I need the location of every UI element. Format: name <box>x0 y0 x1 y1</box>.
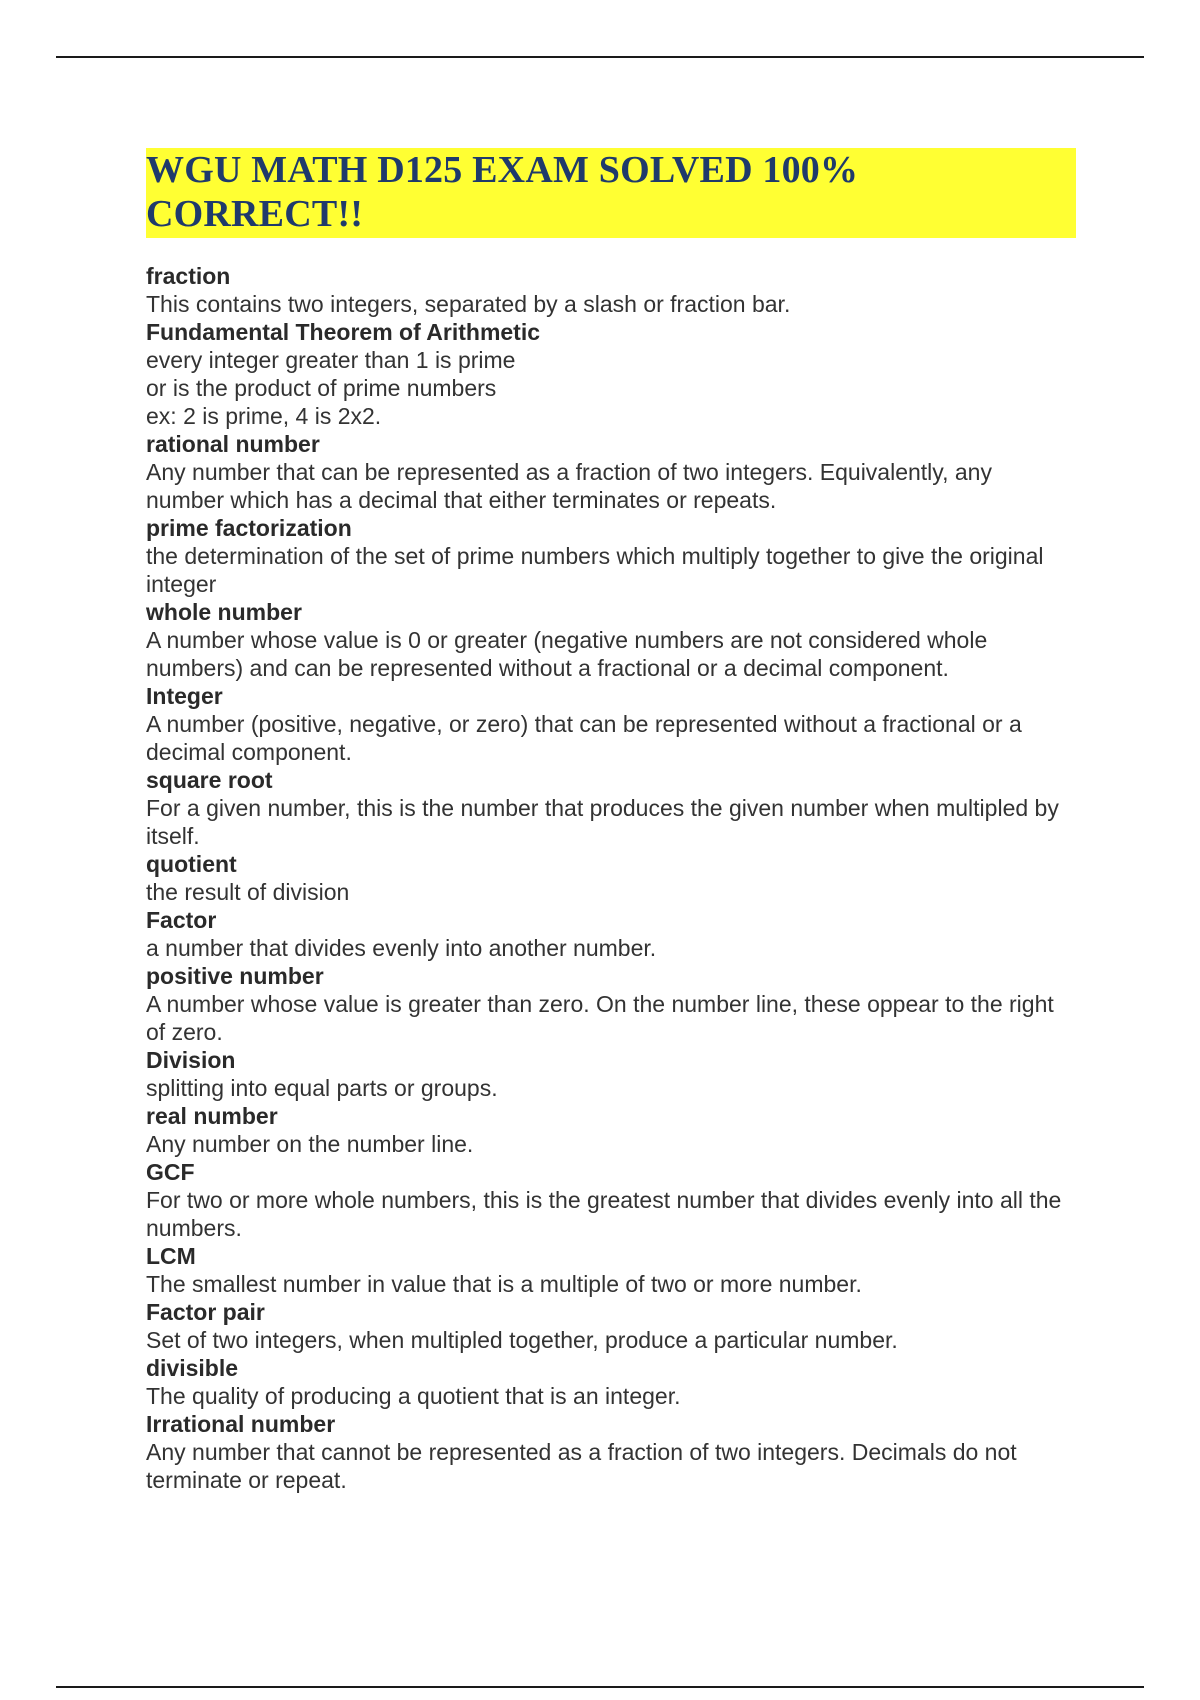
glossary-term: prime factorization <box>146 515 352 541</box>
glossary-term: divisible <box>146 1355 239 1381</box>
glossary-entry <box>146 514 1076 598</box>
glossary-definition: the result of division <box>146 879 350 905</box>
glossary-definition: The smallest number in value that is a multiple of two or more number. <box>146 1271 862 1297</box>
glossary-entry <box>146 962 1076 1046</box>
glossary-entry <box>146 1242 1076 1298</box>
glossary-definition: A number whose value is greater than zero. On the number line, these oppear to the right of zero. <box>146 991 1054 1045</box>
glossary-entry <box>146 766 1076 850</box>
glossary-definition: every integer greater than 1 is prime or is the product of prime numbers ex: 2 is prime, 4 is 2x2. <box>146 347 516 429</box>
glossary-definition: Set of two integers, when multipled together, produce a particular number. <box>146 1327 898 1353</box>
glossary-entry <box>146 262 1076 318</box>
glossary-term: square root <box>146 767 273 793</box>
glossary-entry <box>146 1410 1076 1494</box>
glossary-term: Fundamental Theorem of Arithmetic <box>146 319 541 345</box>
glossary-term: Division <box>146 1047 236 1073</box>
glossary-entry <box>146 850 1076 906</box>
glossary-entry <box>146 430 1076 514</box>
glossary-entry <box>146 1102 1076 1158</box>
glossary-list <box>146 262 1076 1494</box>
glossary-definition: Any number that can be represented as a fraction of two integers. Equivalently, any number which has a decimal that either terminates or repeats. <box>146 459 992 513</box>
document-body <box>146 148 1076 1494</box>
glossary-entry <box>146 1046 1076 1102</box>
footer-rule <box>56 1686 1144 1688</box>
glossary-definition: The quality of producing a quotient that is an integer. <box>146 1383 681 1409</box>
glossary-entry <box>146 598 1076 682</box>
glossary-term: positive number <box>146 963 324 989</box>
glossary-definition: For two or more whole numbers, this is the greatest number that divides evenly into all the numbers. <box>146 1187 1062 1241</box>
glossary-definition: For a given number, this is the number that produces the given number when multipled by itself. <box>146 795 1059 849</box>
glossary-definition: A number (positive, negative, or zero) that can be represented without a fractional or a decimal component. <box>146 711 1022 765</box>
glossary-definition: splitting into equal parts or groups. <box>146 1075 498 1101</box>
glossary-term: GCF <box>146 1159 195 1185</box>
glossary-term: Irrational number <box>146 1411 336 1437</box>
header-rule <box>56 56 1144 58</box>
glossary-term: fraction <box>146 263 231 289</box>
glossary-definition: a number that divides evenly into another number. <box>146 935 657 961</box>
glossary-definition: the determination of the set of prime numbers which multiply together to give the original integer <box>146 543 1044 597</box>
glossary-term: real number <box>146 1103 278 1129</box>
glossary-definition: This contains two integers, separated by a slash or fraction bar. <box>146 291 791 317</box>
glossary-term: Factor pair <box>146 1299 265 1325</box>
glossary-term: quotient <box>146 851 237 877</box>
glossary-entry <box>146 906 1076 962</box>
glossary-entry <box>146 1158 1076 1242</box>
glossary-term: whole number <box>146 599 302 625</box>
page-title: WGU MATH D125 EXAM SOLVED 100% CORRECT!! <box>146 148 1076 238</box>
glossary-entry <box>146 1298 1076 1354</box>
glossary-term: Integer <box>146 683 223 709</box>
glossary-definition: Any number that cannot be represented as a fraction of two integers. Decimals do not terminate or repeat. <box>146 1439 1017 1493</box>
glossary-entry <box>146 318 1076 430</box>
glossary-entry <box>146 682 1076 766</box>
glossary-term: Factor <box>146 907 217 933</box>
glossary-definition: A number whose value is 0 or greater (negative numbers are not considered whole numbers) and can be represented without a fractional or a decimal component. <box>146 627 988 681</box>
glossary-term: rational number <box>146 431 320 457</box>
glossary-term: LCM <box>146 1243 196 1269</box>
glossary-entry <box>146 1354 1076 1410</box>
glossary-definition: Any number on the number line. <box>146 1131 474 1157</box>
